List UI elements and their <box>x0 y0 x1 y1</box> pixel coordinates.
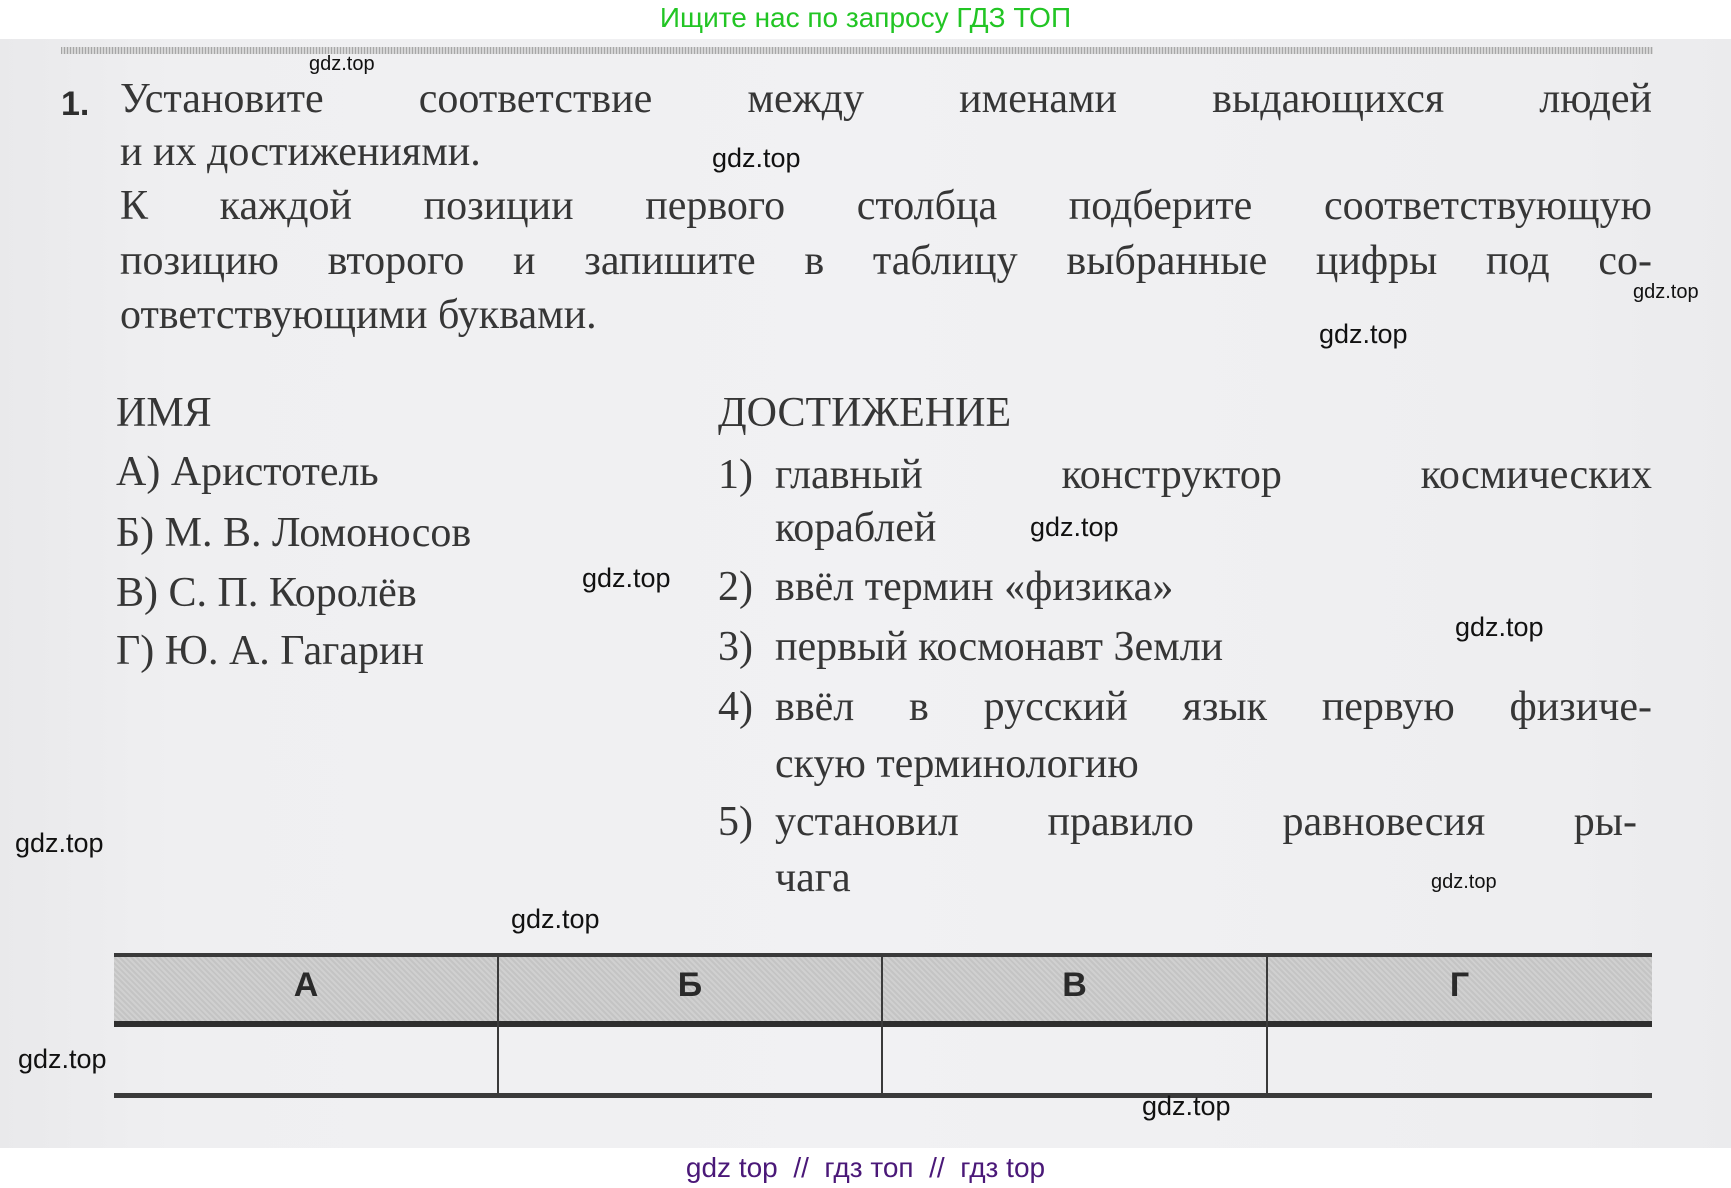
achievement-num-5: 5) <box>718 799 753 845</box>
names-header: ИМЯ <box>116 390 212 436</box>
footer-text: gdz top // гдз топ // гдз top <box>685 1152 1046 1183</box>
table-bottom-rule <box>114 1093 1652 1098</box>
watermark: gdz.top <box>511 904 600 934</box>
achievement-4-line-2: скую терминологию <box>775 741 1139 787</box>
task-line-2: и их достижениями. <box>120 129 481 175</box>
watermark: gdz.top <box>1431 871 1497 893</box>
watermark: gdz.top <box>712 143 801 173</box>
task-line-1: Установите соответствие между именами выдающихся людей <box>120 76 1652 122</box>
watermark: gdz.top <box>1030 512 1119 542</box>
achievement-1-line-2: кораблей <box>775 505 937 551</box>
watermark: gdz.top <box>309 53 375 75</box>
answer-table <box>114 953 1652 1099</box>
name-text: М. В. Ломоносов <box>164 510 472 556</box>
achievement-3-line-1: первый космонавт Земли <box>775 624 1224 670</box>
answer-cell-b[interactable] <box>499 1027 881 1093</box>
watermark: gdz.top <box>15 828 104 858</box>
name-item-v <box>116 566 417 620</box>
watermark: gdz.top <box>1455 612 1544 642</box>
name-letter: Б) <box>116 510 155 556</box>
name-item-g <box>116 624 424 678</box>
task-line-4: позицию второго и запишите в таблицу выбранные цифры под со- <box>120 238 1652 284</box>
answer-cell-g[interactable] <box>1268 1027 1652 1093</box>
header-cell-v: В <box>1062 966 1087 1004</box>
achievement-2-line-1: ввёл термин «физика» <box>775 564 1174 610</box>
watermark: gdz.top <box>1142 1091 1231 1121</box>
task-line-3: К каждой позиции первого столбца подберите соответствующую <box>120 183 1652 229</box>
achievement-num-3: 3) <box>718 624 753 670</box>
answer-cell-a[interactable] <box>114 1027 497 1093</box>
achievement-5-line-2: чага <box>775 855 851 901</box>
achievement-1-line-1: главный конструктор космических <box>775 452 1652 498</box>
achievement-num-2: 2) <box>718 564 753 610</box>
footer-watermark <box>0 1148 1731 1188</box>
watermark: gdz.top <box>1633 281 1699 303</box>
task-number: 1. <box>61 85 90 123</box>
answer-cell-v[interactable] <box>883 1027 1266 1093</box>
achievement-num-4: 4) <box>718 684 753 730</box>
name-item-a <box>116 445 379 499</box>
header-cell-g: Г <box>1449 966 1470 1004</box>
banner-text: Ищите нас по запросу ГДЗ ТОП <box>659 2 1072 33</box>
achievement-4-line-1: ввёл в русский язык первую физиче- <box>775 684 1652 730</box>
top-divider <box>61 47 1653 54</box>
header-cell-a: А <box>293 966 319 1004</box>
watermark: gdz.top <box>582 563 671 593</box>
task-line-5: ответствующими буквами. <box>120 292 597 338</box>
achievement-num-1: 1) <box>718 452 753 498</box>
search-banner <box>0 0 1731 38</box>
name-letter: А) <box>116 449 161 495</box>
name-letter: В) <box>116 570 158 616</box>
achievements-header: ДОСТИЖЕНИЕ <box>718 390 1012 436</box>
header-cell-b: Б <box>677 966 703 1004</box>
watermark: gdz.top <box>1319 319 1408 349</box>
achievement-5-line-1: установил правило равновесия ры- <box>775 799 1637 845</box>
name-text: Аристотель <box>170 449 379 495</box>
name-text: Ю. А. Гагарин <box>164 628 424 674</box>
name-item-b <box>116 506 471 560</box>
watermark: gdz.top <box>18 1044 107 1074</box>
name-letter: Г) <box>116 628 155 674</box>
name-text: С. П. Королёв <box>168 570 417 616</box>
